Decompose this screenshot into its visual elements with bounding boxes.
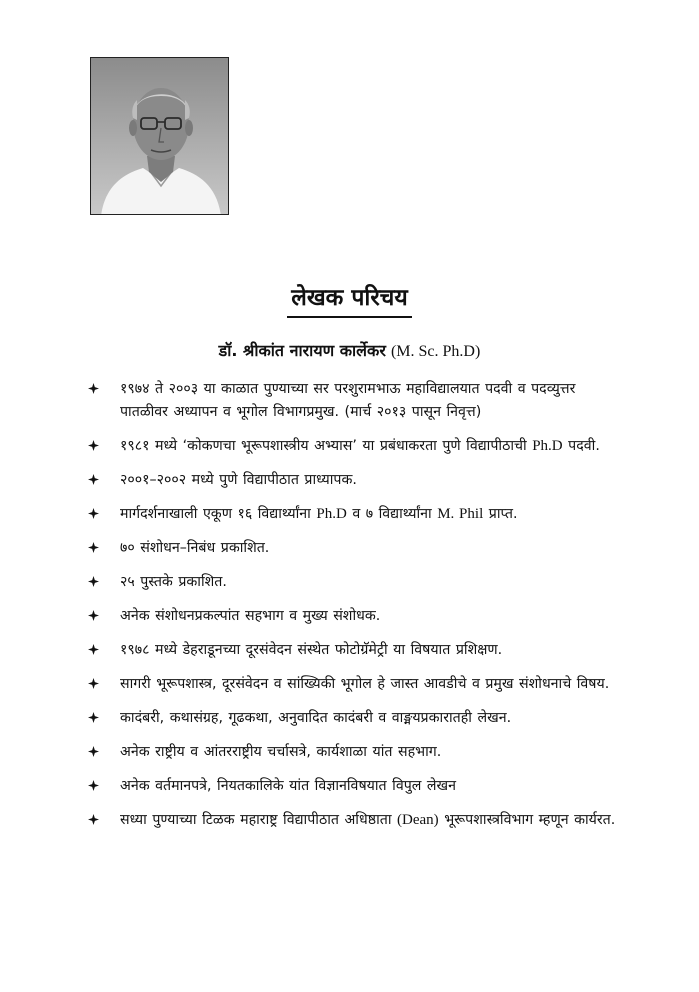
author-degree: (M. Sc. Ph.D) (390, 343, 481, 360)
author-line (0, 340, 699, 363)
item-text: अनेक संशोधनप्रकल्पांत सहभाग व मुख्य संशोधक. (120, 608, 381, 624)
diamond-bullet-icon (88, 678, 99, 689)
list-item (88, 639, 628, 662)
item-text: १९७८ मध्ये डेहराडूनच्या दूरसंवेदन संस्थेत फोटोग्रॅमेट्री या विषयात प्रशिक्षण. (120, 642, 503, 658)
item-text: भूरूपशास्त्रविभाग म्हणून कार्यरत. (444, 812, 616, 828)
diamond-bullet-icon (88, 712, 99, 723)
page-heading (0, 283, 699, 318)
list-item (88, 503, 628, 526)
list-item (88, 775, 628, 798)
list-item (88, 809, 628, 832)
item-text: प्राप्त. (488, 506, 518, 522)
bio-list (88, 378, 628, 843)
item-text: १९७४ ते २००३ या काळात पुण्याच्या सर परशुरामभाऊ महाविद्यालयात पदवी व पदव्युत्तर पातळीवर अध्यापन व भूगोल विभागप्रमुख. (मार्च २०१३ पासून निवृत्त) (120, 381, 576, 420)
item-text: पदवी. (568, 438, 600, 454)
list-item (88, 707, 628, 730)
list-item (88, 741, 628, 764)
item-text: २५ पुस्तके प्रकाशित. (120, 574, 227, 590)
diamond-bullet-icon (88, 610, 99, 621)
item-latin: M. Phil (437, 506, 484, 522)
item-text: १९८१ मध्ये ‘कोकणचा भूरूपशास्त्रीय अभ्यास’ या प्रबंधाकरता पुणे विद्यापीठाची (120, 438, 527, 454)
heading-text: लेखक परिचय (287, 283, 411, 318)
item-text: मार्गदर्शनाखाली एकूण १६ विद्यार्थ्यांना (120, 506, 311, 522)
item-text: सागरी भूरूपशास्त्र, दूरसंवेदन व सांख्यिकी भूगोल हे जास्त आवडीचे व प्रमुख संशोधनाचे विषय. (120, 676, 610, 692)
diamond-bullet-icon (88, 644, 99, 655)
item-text: व ७ विद्यार्थ्यांना (352, 506, 432, 522)
diamond-bullet-icon (88, 542, 99, 553)
diamond-bullet-icon (88, 780, 99, 791)
diamond-bullet-icon (88, 746, 99, 757)
item-text: २००१–२००२ मध्ये पुणे विद्यापीठात प्राध्यापक. (120, 472, 357, 488)
item-latin: Ph.D (532, 438, 563, 454)
diamond-bullet-icon (88, 440, 99, 451)
diamond-bullet-icon (88, 576, 99, 587)
item-latin: (Dean) (397, 812, 439, 828)
list-item (88, 435, 628, 458)
list-item (88, 673, 628, 696)
item-text: सध्या पुण्याच्या टिळक महाराष्ट्र विद्यापीठात अधिष्ठाता (120, 812, 392, 828)
item-text: ७० संशोधन–निबंध प्रकाशित. (120, 540, 270, 556)
diamond-bullet-icon (88, 508, 99, 519)
list-item (88, 571, 628, 594)
list-item (88, 469, 628, 492)
item-latin: Ph.D (316, 506, 347, 522)
item-text: कादंबरी, कथासंग्रह, गूढकथा, अनुवादित कादंबरी व वाङ्मयप्रकारातही लेखन. (120, 710, 512, 726)
item-text: अनेक राष्ट्रीय व आंतरराष्ट्रीय चर्चासत्रे, कार्यशाळा यांत सहभाग. (120, 744, 442, 760)
portrait-image (91, 58, 229, 215)
author-portrait (90, 57, 229, 215)
diamond-bullet-icon (88, 814, 99, 825)
list-item (88, 537, 628, 560)
diamond-bullet-icon (88, 474, 99, 485)
diamond-bullet-icon (88, 383, 99, 394)
item-text: अनेक वर्तमानपत्रे, नियतकालिके यांत विज्ञानविषयात विपुल लेखन (120, 778, 456, 794)
author-name: डॉ. श्रीकांत नारायण कार्लेकर (218, 341, 386, 360)
list-item (88, 378, 628, 424)
list-item (88, 605, 628, 628)
